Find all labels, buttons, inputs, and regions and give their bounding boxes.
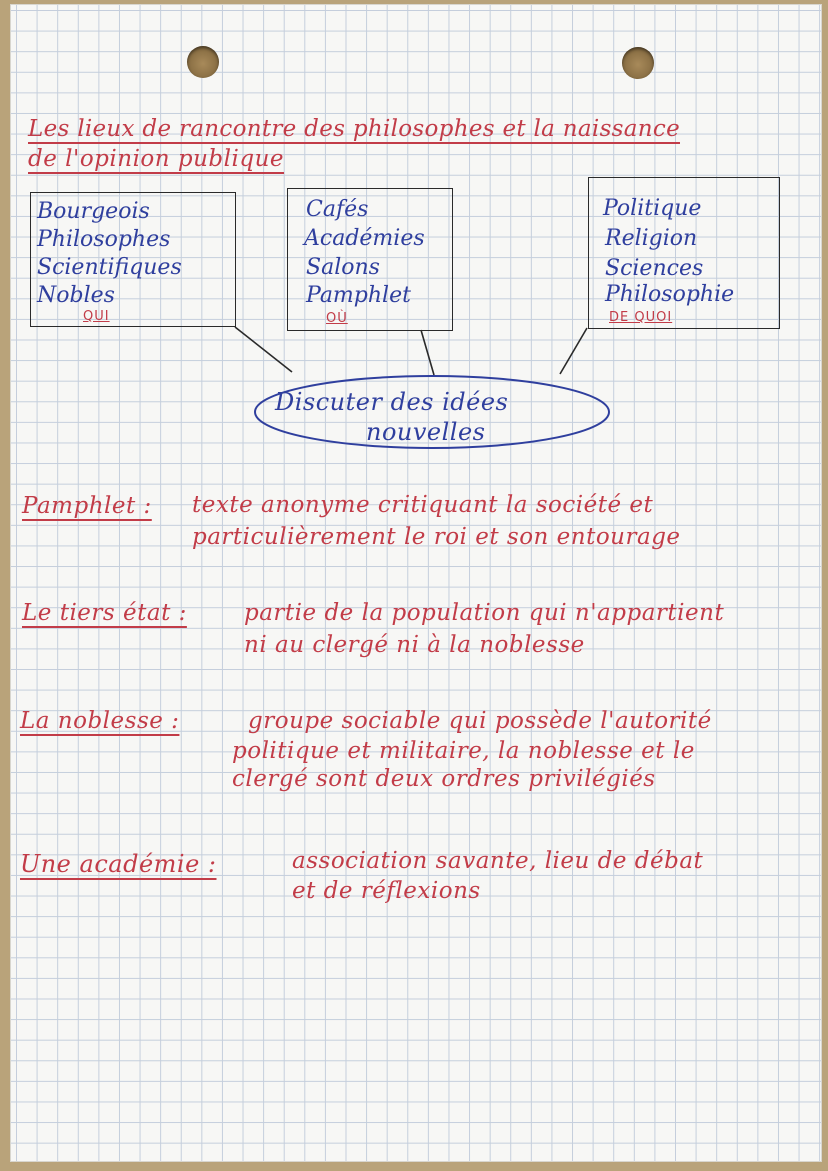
definition-term-noblesse: La noblesse : <box>20 708 180 734</box>
box-qui <box>30 192 236 327</box>
box-quoi-item: Religion <box>605 226 698 251</box>
box-ou-item: Cafés <box>306 197 369 222</box>
box-quoi-item: Politique <box>603 196 702 221</box>
box-quoi-item: Philosophie <box>605 282 735 307</box>
binder-hole-left <box>187 46 219 78</box>
definition-term-tiers-etat: Le tiers état : <box>22 600 187 626</box>
box-quoi-item: Sciences <box>605 256 704 281</box>
definition-term-pamphlet: Pamphlet : <box>22 493 152 519</box>
box-qui-item: Bourgeois <box>37 199 150 224</box>
definition-text-pamphlet-line1: texte anonyme critiquant la société et <box>192 492 654 518</box>
box-qui-item: Scientifiques <box>37 255 182 280</box>
box-quoi-tag: DE QUOI <box>609 310 673 325</box>
box-ou-item: Pamphlet <box>306 283 411 308</box>
box-qui-item: Nobles <box>37 283 115 308</box>
center-text-line1: Discuter des idées <box>275 388 509 416</box>
definition-text-tiers-line2: ni au clergé ni à la noblesse <box>244 632 585 658</box>
box-qui-tag: QUI <box>83 309 110 324</box>
box-ou-item: Académies <box>304 226 425 251</box>
definition-text-noblesse-line2: politique et militaire, la noblesse et le <box>232 738 695 764</box>
box-ou-tag: OÙ <box>326 311 348 326</box>
definition-text-noblesse-line3: clergé sont deux ordres privilégiés <box>232 766 656 792</box>
box-qui-item: Philosophes <box>37 227 171 252</box>
box-de-quoi <box>588 177 780 329</box>
definition-text-academie-line2: et de réflexions <box>292 878 481 904</box>
page-title-line2: de l'opinion publique <box>28 146 285 172</box>
definition-text-noblesse-line1: groupe sociable qui possède l'autorité <box>248 708 712 734</box>
definition-term-academie: Une académie : <box>20 850 217 878</box>
definition-text-pamphlet-line2: particulièrement le roi et son entourage <box>192 524 681 550</box>
binder-hole-right <box>622 47 654 79</box>
definition-text-academie-line1: association savante, lieu de débat <box>292 848 704 874</box>
box-ou-item: Salons <box>306 255 380 280</box>
page-title-line1: Les lieux de rancontre des philosophes et la naissance <box>28 116 680 142</box>
box-ou <box>287 188 453 331</box>
center-text-line2: nouvelles <box>366 418 486 446</box>
definition-text-tiers-line1: partie de la population qui n'appartient <box>244 600 725 626</box>
